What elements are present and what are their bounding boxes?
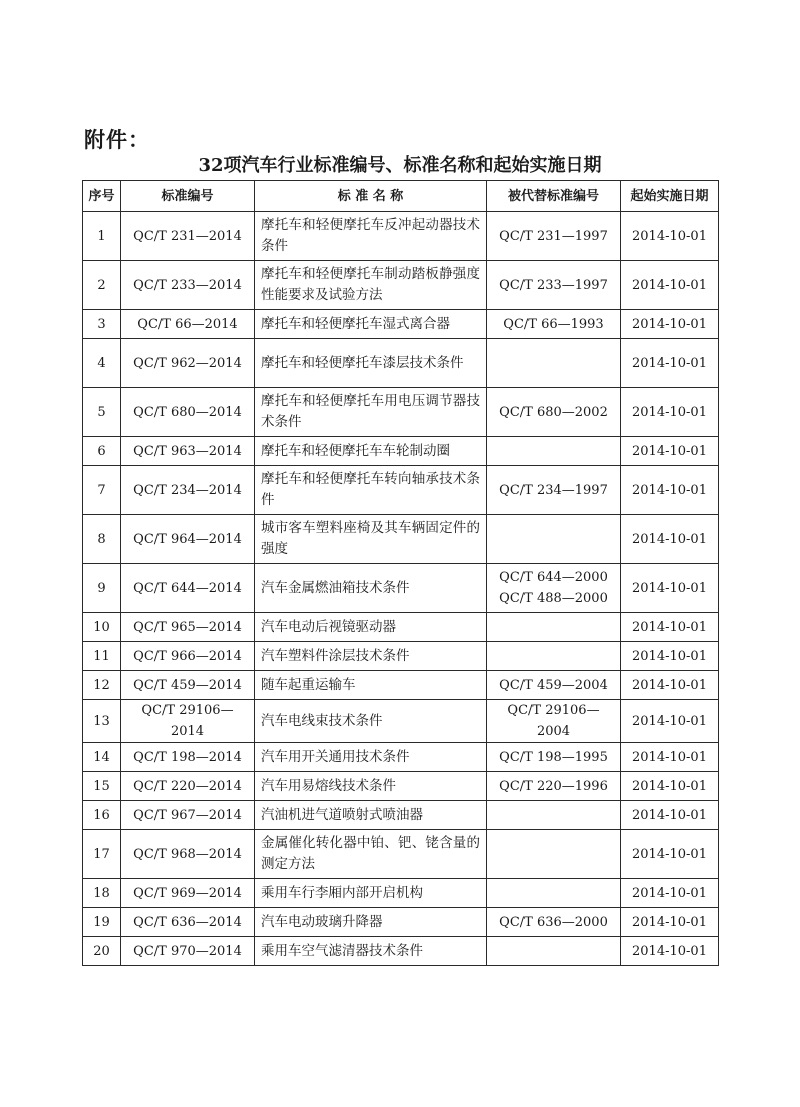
cell-start-date: 2014-10-01 [621, 212, 719, 261]
cell-start-date: 2014-10-01 [621, 564, 719, 613]
cell-standard-code: QC/T 964—2014 [121, 515, 255, 564]
cell-seq: 13 [83, 700, 121, 743]
cell-standard-code: QC/T 220—2014 [121, 772, 255, 801]
cell-start-date: 2014-10-01 [621, 642, 719, 671]
cell-standard-name: 汽车用易熔线技术条件 [255, 772, 487, 801]
cell-seq: 19 [83, 908, 121, 937]
cell-standard-name: 汽车电动后视镜驱动器 [255, 613, 487, 642]
cell-start-date: 2014-10-01 [621, 830, 719, 879]
cell-start-date: 2014-10-01 [621, 801, 719, 830]
header-seq: 序号 [83, 181, 121, 212]
cell-standard-name: 摩托车和轻便摩托车用电压调节器技术条件 [255, 388, 487, 437]
document-title: 32项汽车行业标准编号、标准名称和起始实施日期 [198, 155, 602, 176]
cell-seq: 11 [83, 642, 121, 671]
cell-start-date: 2014-10-01 [621, 310, 719, 339]
cell-standard-code: QC/T 966—2014 [121, 642, 255, 671]
replaced-code-line: QC/T 66—1993 [503, 316, 604, 332]
cell-seq: 4 [83, 339, 121, 388]
cell-standard-name: 汽车电线束技术条件 [255, 700, 487, 743]
cell-standard-name: 汽油机进气道喷射式喷油器 [255, 801, 487, 830]
cell-start-date: 2014-10-01 [621, 437, 719, 466]
table-row [83, 937, 719, 966]
cell-start-date: 2014-10-01 [621, 879, 719, 908]
cell-seq: 17 [83, 830, 121, 879]
table-row [83, 261, 719, 310]
cell-replaced-code [487, 388, 621, 437]
table-row [83, 466, 719, 515]
cell-standard-name: 汽车塑料件涂层技术条件 [255, 642, 487, 671]
table-row [83, 908, 719, 937]
cell-standard-code: QC/T 968—2014 [121, 830, 255, 879]
cell-start-date: 2014-10-01 [621, 671, 719, 700]
replaced-code-line: QC/T 231—1997 [499, 228, 608, 244]
cell-standard-code: QC/T 231—2014 [121, 212, 255, 261]
cell-standard-code: QC/T 680—2014 [121, 388, 255, 437]
cell-replaced-code [487, 908, 621, 937]
cell-standard-name: 摩托车和轻便摩托车反冲起动器技术条件 [255, 212, 487, 261]
cell-seq: 1 [83, 212, 121, 261]
cell-replaced-code [487, 743, 621, 772]
cell-start-date: 2014-10-01 [621, 339, 719, 388]
cell-standard-code: QC/T 29106—2014 [121, 700, 255, 743]
replaced-code-line: QC/T 198—1995 [499, 749, 608, 765]
cell-standard-name: 乘用车空气滤清器技术条件 [255, 937, 487, 966]
cell-standard-name: 摩托车和轻便摩托车车轮制动圈 [255, 437, 487, 466]
cell-standard-code: QC/T 967—2014 [121, 801, 255, 830]
header-standard-code: 标准编号 [121, 181, 255, 212]
cell-standard-name: 金属催化转化器中铂、钯、铑含量的测定方法 [255, 830, 487, 879]
cell-standard-code: QC/T 459—2014 [121, 671, 255, 700]
table-row [83, 830, 719, 879]
table-row [83, 671, 719, 700]
cell-standard-name: 摩托车和轻便摩托车制动踏板静强度性能要求及试验方法 [255, 261, 487, 310]
attachment-label: 附件： [84, 127, 150, 152]
cell-start-date: 2014-10-01 [621, 772, 719, 801]
cell-seq: 2 [83, 261, 121, 310]
cell-standard-code: QC/T 965—2014 [121, 613, 255, 642]
cell-standard-code: QC/T 198—2014 [121, 743, 255, 772]
cell-standard-code: QC/T 963—2014 [121, 437, 255, 466]
cell-standard-name: 摩托车和轻便摩托车湿式离合器 [255, 310, 487, 339]
cell-seq: 6 [83, 437, 121, 466]
cell-replaced-code [487, 801, 621, 830]
replaced-code-line: QC/T 680—2002 [499, 404, 608, 420]
cell-seq: 14 [83, 743, 121, 772]
cell-standard-code: QC/T 962—2014 [121, 339, 255, 388]
cell-standard-code: QC/T 234—2014 [121, 466, 255, 515]
cell-standard-code: QC/T 233—2014 [121, 261, 255, 310]
cell-seq: 7 [83, 466, 121, 515]
cell-replaced-code [487, 642, 621, 671]
replaced-code-line: QC/T 636—2000 [499, 914, 608, 930]
cell-seq: 12 [83, 671, 121, 700]
cell-replaced-code [487, 212, 621, 261]
cell-standard-code: QC/T 970—2014 [121, 937, 255, 966]
cell-start-date: 2014-10-01 [621, 261, 719, 310]
table-row [83, 339, 719, 388]
cell-seq: 20 [83, 937, 121, 966]
cell-standard-name: 城市客车塑料座椅及其车辆固定件的强度 [255, 515, 487, 564]
table-row [83, 801, 719, 830]
cell-replaced-code [487, 830, 621, 879]
table-body [83, 212, 719, 966]
table-row [83, 437, 719, 466]
table-row [83, 564, 719, 613]
cell-replaced-code [487, 879, 621, 908]
cell-start-date: 2014-10-01 [621, 700, 719, 743]
table-row [83, 879, 719, 908]
cell-standard-name: 摩托车和轻便摩托车转向轴承技术条件 [255, 466, 487, 515]
cell-start-date: 2014-10-01 [621, 908, 719, 937]
cell-standard-code: QC/T 644—2014 [121, 564, 255, 613]
header-start-date: 起始实施日期 [621, 181, 719, 212]
replaced-code-line: QC/T 220—1996 [499, 778, 608, 794]
cell-replaced-code [487, 261, 621, 310]
standards-table [82, 180, 719, 966]
cell-replaced-code [487, 437, 621, 466]
cell-seq: 18 [83, 879, 121, 908]
cell-replaced-code [487, 564, 621, 613]
cell-replaced-code [487, 613, 621, 642]
cell-seq: 10 [83, 613, 121, 642]
table-row [83, 642, 719, 671]
replaced-code-line: QC/T 233—1997 [499, 277, 608, 293]
replaced-code-line: QC/T 234—1997 [499, 482, 608, 498]
cell-standard-name: 摩托车和轻便摩托车漆层技术条件 [255, 339, 487, 388]
cell-standard-code: QC/T 66—2014 [121, 310, 255, 339]
header-replaced-code: 被代替标准编号 [487, 181, 621, 212]
cell-standard-name: 汽车电动玻璃升降器 [255, 908, 487, 937]
cell-start-date: 2014-10-01 [621, 743, 719, 772]
header-standard-name: 标 准 名 称 [255, 181, 487, 212]
cell-start-date: 2014-10-01 [621, 466, 719, 515]
cell-seq: 3 [83, 310, 121, 339]
cell-standard-name: 汽车用开关通用技术条件 [255, 743, 487, 772]
cell-start-date: 2014-10-01 [621, 613, 719, 642]
cell-standard-code: QC/T 636—2014 [121, 908, 255, 937]
cell-seq: 15 [83, 772, 121, 801]
cell-seq: 16 [83, 801, 121, 830]
table-row [83, 772, 719, 801]
cell-seq: 5 [83, 388, 121, 437]
table-row [83, 388, 719, 437]
replaced-code-line: QC/T 459—2004 [499, 677, 608, 693]
cell-seq: 8 [83, 515, 121, 564]
table-row [83, 310, 719, 339]
cell-replaced-code [487, 466, 621, 515]
cell-standard-code: QC/T 969—2014 [121, 879, 255, 908]
table-row [83, 613, 719, 642]
table-row [83, 212, 719, 261]
cell-standard-name: 乘用车行李厢内部开启机构 [255, 879, 487, 908]
table-header-row [83, 181, 719, 212]
replaced-code-line: QC/T 644—2000 [499, 570, 608, 585]
replaced-code-line: QC/T 29106—2004 [507, 703, 600, 739]
table-row [83, 743, 719, 772]
cell-replaced-code [487, 339, 621, 388]
cell-replaced-code [487, 700, 621, 743]
cell-start-date: 2014-10-01 [621, 388, 719, 437]
cell-replaced-code [487, 671, 621, 700]
replaced-code-line: QC/T 488—2000 [499, 591, 608, 606]
cell-replaced-code [487, 937, 621, 966]
cell-seq: 9 [83, 564, 121, 613]
cell-replaced-code [487, 772, 621, 801]
cell-start-date: 2014-10-01 [621, 515, 719, 564]
cell-standard-name: 汽车金属燃油箱技术条件 [255, 564, 487, 613]
cell-replaced-code [487, 310, 621, 339]
cell-replaced-code [487, 515, 621, 564]
table-row [83, 700, 719, 743]
table-row [83, 515, 719, 564]
cell-start-date: 2014-10-01 [621, 937, 719, 966]
cell-standard-name: 随车起重运输车 [255, 671, 487, 700]
